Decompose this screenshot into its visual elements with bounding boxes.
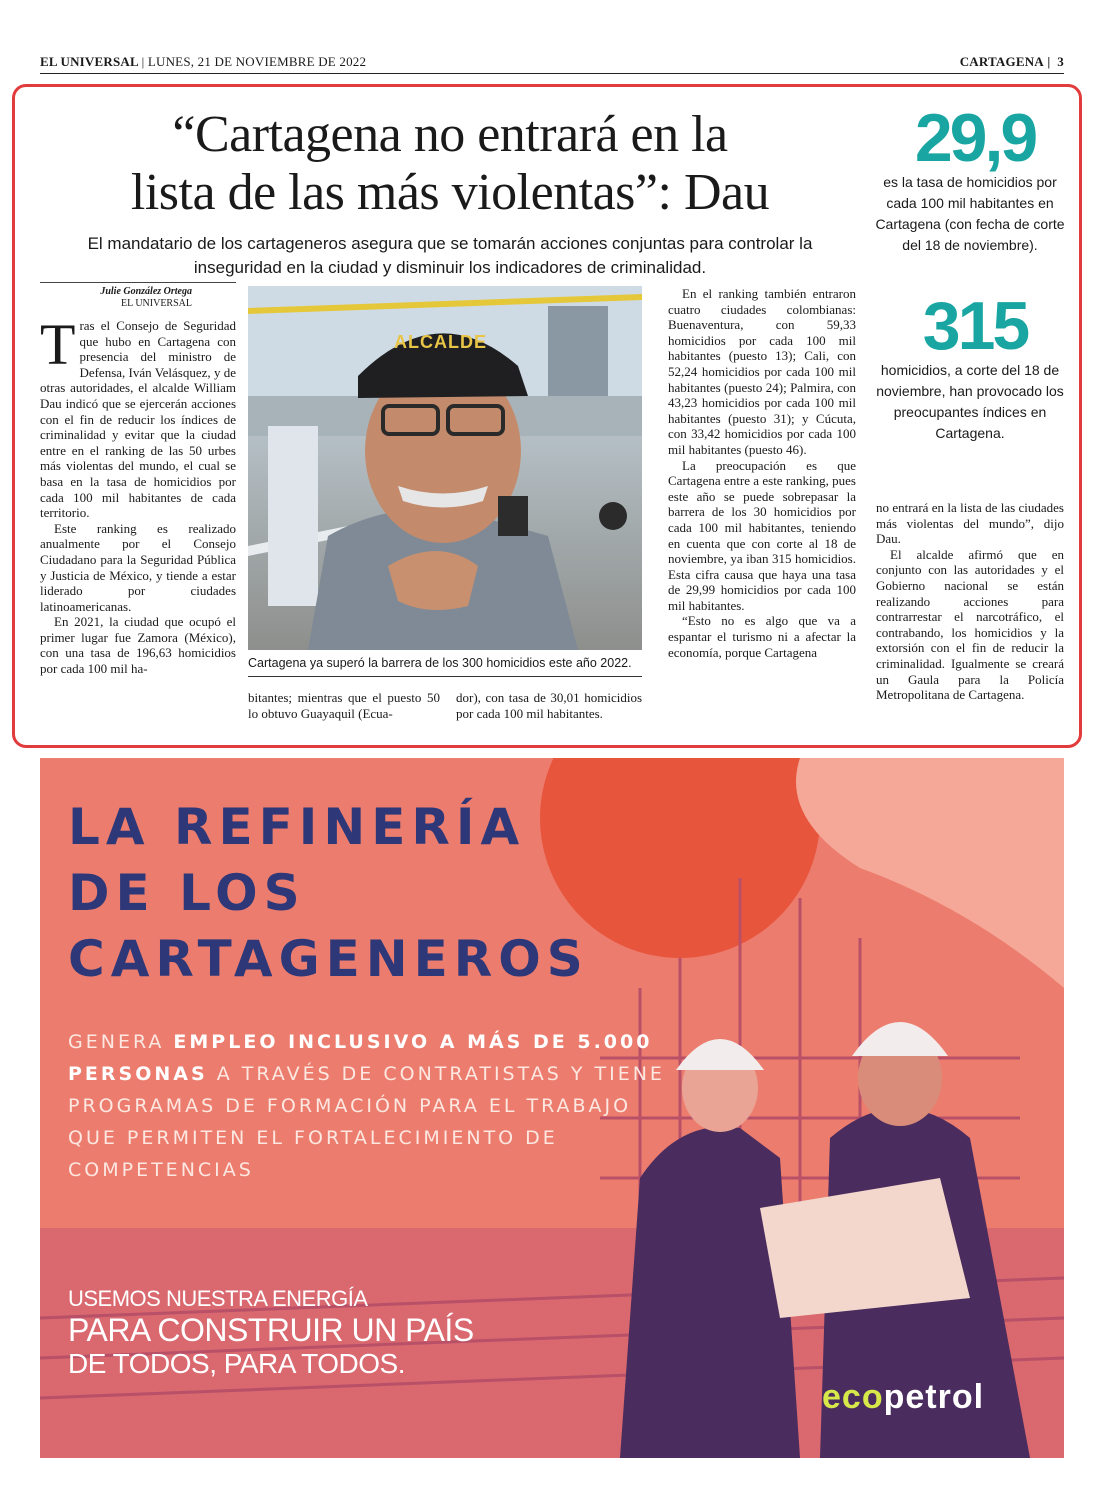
article-column-1 xyxy=(40,312,236,677)
header-right: CARTAGENA | 3 xyxy=(959,54,1064,69)
ad-title-line-1: LA REFINERÍA xyxy=(68,798,526,856)
ad-title-line-3: CARTAGENEROS xyxy=(68,930,589,988)
stat-homicide-count-value: 315 xyxy=(922,288,1028,364)
headline-line-1: “Cartagena no entrará en la xyxy=(172,106,728,163)
article-column-2-tail xyxy=(248,690,440,721)
paragraph: La preocupación es que Cartagena entre a este ranking, pues este año se puede sobrepasar la barrera de los 30 homicidios por cada 100 mil habitantes, teniendo en cuenta que con corte al 18 de noviembre, ya iban 315 homicidios. Esta cifra causa que haya una tasa de 29,99 homicidios por cada 100 mil habitantes. xyxy=(668,457,856,613)
article-headline xyxy=(40,106,860,222)
logo-eco: eco xyxy=(822,1378,884,1416)
issue-date: LUNES, 21 DE NOVIEMBRE DE 2022 xyxy=(147,54,367,69)
byline-rule xyxy=(40,282,236,283)
ad-slogan-line-1: USEMOS NUESTRA ENERGÍA xyxy=(68,1286,368,1311)
paragraph-text: ras el Consejo de Seguridad que hubo en Cartagena con presencia del ministro de Defensa, Iván Velásquez, y de otras autoridades, el alcalde William Dau indicó que se ejercerán acciones con el fin de reducir los índices de criminalidad y evitar que la ciudad entre en el ranking de las 50 urbes más violentas del mundo, el cual se basa en la tasa de homicidios por cada 100 mil habitantes de cada territorio. xyxy=(40,318,236,521)
ad-body-bold: EMPLEO INCLUSIVO A MÁS DE 5.000 PERSONAS xyxy=(68,1031,653,1085)
ad-title-line-2: DE LOS xyxy=(68,864,306,922)
paragraph: bitantes; mientras que el puesto 50 lo obtuvo Guayaquil (Ecua- xyxy=(248,690,440,721)
ad-slogan-line-2: PARA CONSTRUIR UN PAÍS xyxy=(68,1312,474,1348)
article-deck: El mandatario de los cartageneros asegura que se tomarán acciones conjuntas para controlar la inseguridad en la ciudad y disminuir los indicadores de criminalidad. xyxy=(87,234,813,277)
paragraph: El alcalde afirmó que en conjunto con las autoridades y el Gobierno nacional se están realizando acciones para contrarrestar el narcotráfico, el contrabando, los homicidios y la extorsión con el fin de reducir la criminalidad. Igualmente se creará un Gaula para la Policía Metropolitana de Cartagena. xyxy=(876,546,1064,703)
paragraph: no entrará en la lista de las ciudades más violentas del mundo”, dijo Dau. xyxy=(876,500,1064,547)
ad-title xyxy=(68,794,668,992)
logo-rest: petrol xyxy=(883,1378,985,1416)
cap-text: ALCALDE xyxy=(394,332,487,352)
header-rule xyxy=(40,73,1064,74)
paragraph: En el ranking también entraron cuatro ciudades colombianas: Buenaventura, con 59,33 homicidios por cada 100 mil habitantes (puesto 13); Cali, con 52,24 homicidios por cada 100 mil habitantes (puesto 24); Palmira, con 43,23 homicidios por cada 100 mil habitantes (puesto 31); y Cúcuta, con 33,42 homicidios por cada 100 mil habitantes (puesto 46). xyxy=(668,286,856,457)
author-outlet: EL UNIVERSAL xyxy=(120,298,192,309)
paragraph: Este ranking es realizado anualmente por el Consejo Ciudadano para la Seguridad Pública y Justicia de México, y tiende a estar liderado por ciudades latinoamericanas. xyxy=(40,520,236,614)
article-column-5 xyxy=(876,500,1064,703)
ad-slogan xyxy=(68,1286,474,1380)
ad-body-text xyxy=(68,1026,668,1186)
ad-slogan-line-3: DE TODOS, PARA TODOS. xyxy=(68,1348,406,1379)
newspaper-name: EL UNIVERSAL xyxy=(40,54,139,69)
stat-homicide-count-text: homicidios, a corte del 18 de noviembre, han provocado los preocupantes índices en Cartagena. xyxy=(876,362,1064,441)
stat-homicide-rate-text: es la tasa de homicidios por cada 100 mil habitantes en Cartagena (con fecha de corte del 18 de noviembre). xyxy=(875,174,1065,253)
ecopetrol-advertisement xyxy=(40,758,1064,1458)
paragraph: En 2021, la ciudad que ocupó el primer lugar fue Zamora (México), con una tasa de 196,63 homicidios por cada 100 mil ha- xyxy=(40,614,236,677)
ecopetrol-logo xyxy=(822,1378,984,1417)
ad-body-post: A TRAVÉS DE CONTRATISTAS Y TIENE PROGRAMAS DE FORMACIÓN PARA EL TRABAJO QUE PERMITEN EL FORTALECIMIENTO DE COMPETENCIAS xyxy=(68,1063,665,1181)
author-name: Julie González Ortega xyxy=(100,286,192,297)
article-column-4 xyxy=(668,286,856,660)
headline-line-2: lista de las más violentas”: Dau xyxy=(130,164,770,221)
article-photo xyxy=(248,286,642,650)
paragraph xyxy=(40,312,236,521)
page-number: 3 xyxy=(1057,54,1064,69)
stat-homicide-rate-value: 29,9 xyxy=(914,100,1036,176)
paragraph: “Esto no es algo que va a espantar el turismo ni a afectar la economía, porque Cartagena xyxy=(668,613,856,660)
caption-rule xyxy=(248,676,642,677)
page-header xyxy=(40,52,1064,72)
section-name: CARTAGENA xyxy=(959,54,1044,69)
paragraph: dor), con tasa de 30,01 homicidios por cada 100 mil habitantes. xyxy=(456,690,642,721)
drop-cap: T xyxy=(40,312,76,377)
byline xyxy=(40,286,192,310)
header-left: EL UNIVERSAL | LUNES, 21 DE NOVIEMBRE DE 2022 xyxy=(40,54,367,69)
article-column-3-tail xyxy=(456,690,642,721)
photo-caption: Cartagena ya superó la barrera de los 300 homicidios este año 2022. xyxy=(248,656,632,670)
ad-body-pre: GENERA xyxy=(68,1031,174,1053)
